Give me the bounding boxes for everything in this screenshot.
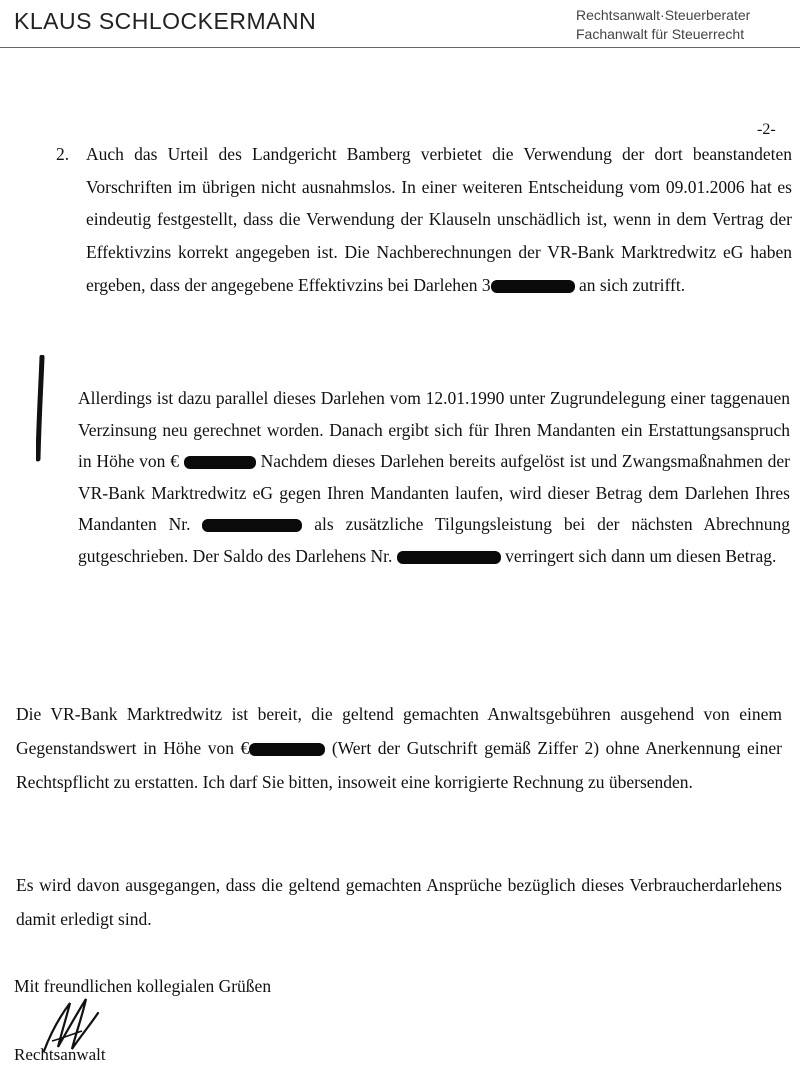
section-2-text: Auch das Urteil des Landgericht Bamberg verbietet die Verwendung der dort beanstandeten Vorschriften im übrigen nicht ausnahmslos. In einer weiteren Entscheidung vom 09.01.2006 hat es eindeutig festgestellt, dass die Verwendung der Klauseln unschädlich ist, wenn in dem Vertrag der Effektivzins korrekt angegeben ist. Die Nachberechnungen der VR-Bank Marktredwitz eG haben ergeben, dass der angegebene Effektivzins bei Darlehen 3 xyxy=(86,144,792,295)
redaction-mark xyxy=(249,743,325,756)
refund-text-1: Allerdings ist dazu parallel dieses Darlehen vom 12.01.1990 unter Zugrundelegung einer taggenauen Verzinsung neu gerechnet worden. Danach ergibt sich für Ihren Mandanten ein Erstattungsanspruch in Höhe von € xyxy=(78,388,790,471)
refund-text-2: Nachdem dieses Darlehen bereits aufgelöst ist und Zwangsmaßnahmen der VR-Bank Marktredwitz eG gegen Ihren Mandanten laufen, wird dieser Betrag dem Darlehen Ihres Mandanten Nr. xyxy=(78,451,791,534)
refund-text-4: verringert sich dann um diesen Betrag. xyxy=(505,545,777,566)
redaction-mark xyxy=(491,280,575,293)
letterhead xyxy=(0,0,800,48)
signature-role: Rechtsanwalt xyxy=(14,1045,106,1064)
redaction-mark xyxy=(184,456,256,469)
letterhead-divider xyxy=(0,47,800,48)
title-line-1: Rechtsanwalt·Steuerberater xyxy=(576,7,751,23)
fees-text-1: Die VR-Bank Marktredwitz ist bereit, die geltend gemachten Anwaltsgebühren ausgehend von einem Gegenstandswert in Höhe von € xyxy=(16,704,782,758)
margin-mark-icon xyxy=(36,355,45,463)
refund-text-3: als zusätzliche Tilgungsleistung bei der nächsten Abrechnung gutgeschrieben. Der Saldo des Darlehens Nr. xyxy=(78,514,790,566)
redaction-mark xyxy=(397,551,501,564)
settlement-paragraph: Es wird davon ausgegangen, dass die geltend gemachten Ansprüche bezüglich dieses Verbraucherdarlehens damit erledigt sind. xyxy=(16,875,782,929)
professional-titles xyxy=(576,6,798,44)
section-2-paragraph xyxy=(86,138,792,302)
fees-paragraph xyxy=(16,697,782,799)
redaction-mark xyxy=(202,519,302,532)
closing-salutation: Mit freundlichen kollegialen Grüßen xyxy=(14,976,272,996)
fees-text-2: (Wert der Gutschrift gemäß Ziffer 2) ohne Anerkennung einer Rechtspflicht zu erstatten. Ich darf Sie bitten, insoweit eine korrigierte Rechnung zu übersenden. xyxy=(16,738,782,792)
page-number: -2- xyxy=(757,121,776,138)
section-number: 2. xyxy=(56,144,70,164)
refund-paragraph xyxy=(78,383,790,572)
title-line-2: Fachanwalt für Steuerrecht xyxy=(576,26,745,42)
section-2-tail: an sich zutrifft. xyxy=(578,274,686,295)
attorney-name: KLAUS SCHLOCKERMANN xyxy=(14,8,317,34)
